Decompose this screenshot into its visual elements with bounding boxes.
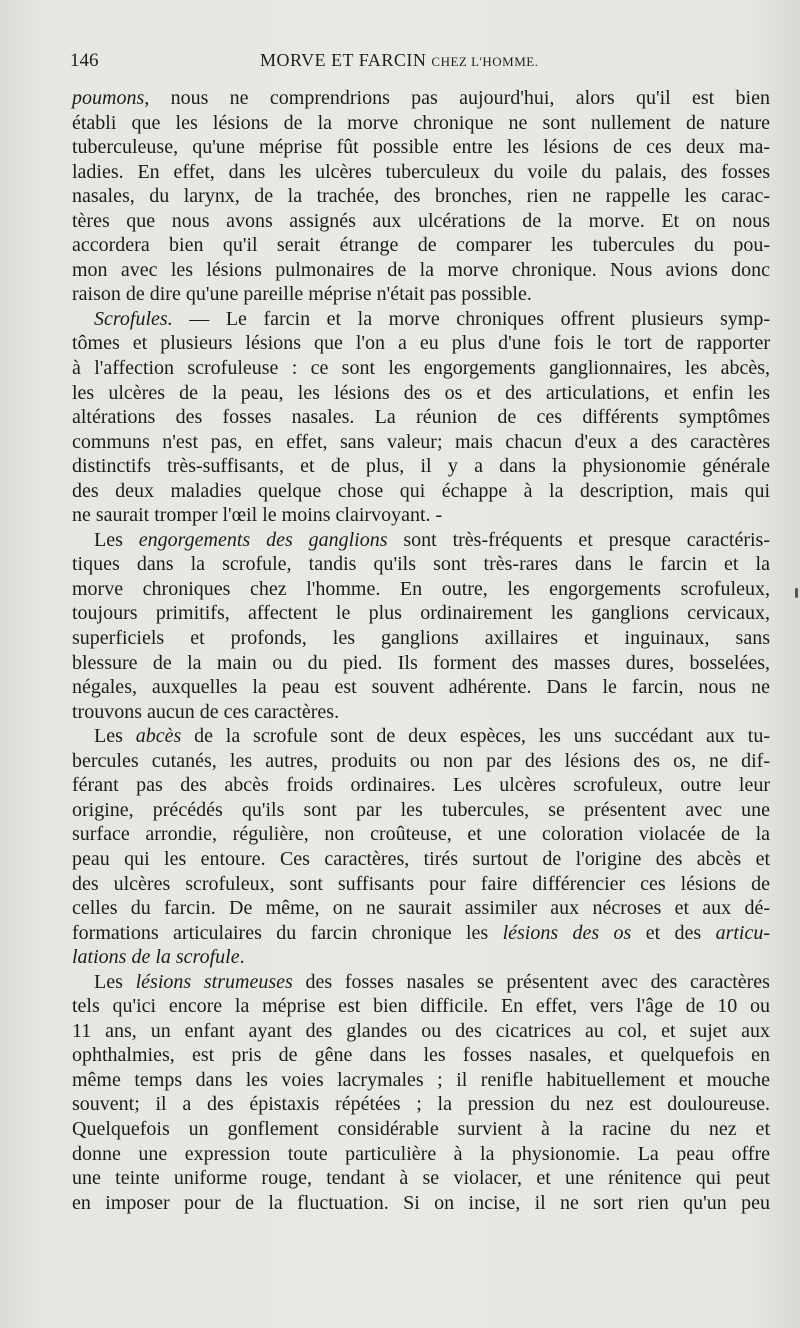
- italic-text: abcès: [135, 725, 182, 748]
- text-run: et des: [631, 921, 716, 944]
- text-run: de la scrofule sont de deux espèces, les uns succédant aux tu-: [181, 725, 770, 748]
- text-line: [72, 1166, 770, 1191]
- text-line: [72, 1043, 770, 1068]
- text-run: établi que les lésions de la morve chronique ne sont nullement de nature: [72, 111, 770, 134]
- text-run: toujours primitifs, affectent le plus ordinairement les ganglions cervicaux,: [72, 602, 770, 625]
- text-run: souvent; il a des épistaxis répétées ; la pression du nez est douloureuse.: [72, 1093, 770, 1116]
- text-run: sont très-fréquents et presque caractéris-: [387, 528, 770, 551]
- text-line: [72, 356, 770, 381]
- text-run: même temps dans les voies lacrymales ; il renifle habituellement et mouche: [72, 1068, 770, 1091]
- text-run: altérations des fosses nasales. La réunion de ces différents symptômes: [72, 406, 770, 429]
- text-run: ne saurait tromper l'œil le moins clairvoyant. -: [72, 504, 443, 527]
- running-title: [260, 50, 538, 71]
- text-run: ophthalmies, est pris de gêne dans les fosses nasales, et quelquefois en: [72, 1044, 770, 1067]
- text-line: [72, 1019, 770, 1044]
- text-run: 11 ans, un enfant ayant des glandes ou des cicatrices au col, et sujet aux: [72, 1019, 770, 1042]
- text-run: blessure de la main ou du pied. Ils forment des masses dures, bosselées,: [72, 651, 770, 674]
- text-line: [72, 847, 770, 872]
- text-line: [72, 1068, 770, 1093]
- text-line: [72, 896, 770, 921]
- text-line: [72, 307, 770, 332]
- text-line: [72, 209, 770, 234]
- text-run: mon avec les lésions pulmonaires de la morve chronique. Nous avions donc: [72, 258, 770, 281]
- text-run: en imposer pour de la fluctuation. Si on incise, il ne sort rien qu'un peu: [72, 1191, 770, 1214]
- text-line: [72, 970, 770, 995]
- italic-text: lésions strumeuses: [135, 970, 293, 993]
- text-line: [72, 945, 770, 970]
- text-line: [72, 749, 770, 774]
- text-line: [72, 552, 770, 577]
- text-line: [72, 1117, 770, 1142]
- text-run: formations articulaires du farcin chronique les: [72, 921, 503, 944]
- text-run: tuberculeuse, qu'une méprise fût possible entre les lésions de ces deux ma-: [72, 136, 770, 159]
- page-number: 146: [70, 50, 99, 71]
- text-run: — Le farcin et la morve chroniques offrent plusieurs symp-: [172, 307, 770, 330]
- text-line: [72, 1142, 770, 1167]
- text-run: trouvons aucun de ces caractères.: [72, 700, 340, 723]
- text-run: tels qu'ici encore la méprise est bien difficile. En effet, vers l'âge de 10 ou: [72, 995, 770, 1018]
- text-line: [72, 822, 770, 847]
- text-line: [72, 994, 770, 1019]
- text-run: les ulcères de la peau, les lésions des os et des articulations, et enfin les: [72, 381, 770, 404]
- text-line: [72, 798, 770, 823]
- text-line: [72, 258, 770, 283]
- running-header: [70, 50, 770, 76]
- text-line: [72, 724, 770, 749]
- text-run: des deux maladies quelque chose qui échappe à la description, mais qui: [72, 479, 770, 502]
- text-run: Les: [94, 970, 136, 993]
- text-line: [72, 651, 770, 676]
- text-run: .: [239, 946, 245, 969]
- page-edge-mark: [795, 588, 798, 598]
- text-run: tômes et plusieurs lésions que l'on a eu plus d'une fois le tort de rapporter: [72, 332, 770, 355]
- text-run: peau qui les entoure. Ces caractères, tirés surtout de l'origine des abcès et: [72, 847, 770, 870]
- text-run: à l'affection scrofuleuse : ce sont les engorgements ganglionnaires, les abcès,: [72, 357, 770, 380]
- text-run: , nous ne comprendrions pas aujourd'hui, alors qu'il est bien: [144, 87, 770, 109]
- text-line: [72, 331, 770, 356]
- text-line: [72, 405, 770, 430]
- text-run: superficiels et profonds, les ganglions axillaires et inguinaux, sans: [72, 627, 770, 650]
- italic-text: lations de la scrofule: [72, 946, 240, 969]
- text-run: raison de dire qu'une pareille méprise n'était pas possible.: [72, 283, 532, 306]
- text-run: négales, auxquelles la peau est souvent adhérente. Dans le farcin, nous ne: [72, 676, 770, 699]
- text-line: [72, 135, 770, 160]
- text-run: nasales, du larynx, de la trachée, des bronches, rien ne rappelle les carac-: [72, 185, 770, 208]
- text-run: tères que nous avons assignés aux ulcérations de la morve. Et on nous: [72, 209, 770, 232]
- text-line: [72, 86, 770, 111]
- text-run: bercules cutanés, les autres, produits ou non par des lésions des os, ne dif-: [72, 749, 770, 772]
- text-run: accordera bien qu'il serait étrange de comparer les tubercules du pou-: [72, 234, 770, 257]
- text-line: [72, 160, 770, 185]
- text-run: des ulcères scrofuleux, sont suffisants pour faire différencier ces lésions de: [72, 872, 770, 895]
- text-line: [72, 872, 770, 897]
- text-run: une teinte uniforme rouge, tendant à se violacer, et une rénitence qui peut: [72, 1167, 770, 1190]
- text-run: ladies. En effet, dans les ulcères tuberculeux du voile du palais, des fosses: [72, 160, 770, 183]
- text-run: distinctifs très-suffisants, et de plus, il y a dans la physionomie générale: [72, 455, 770, 478]
- text-line: [72, 601, 770, 626]
- italic-text: Scrofules.: [94, 307, 173, 330]
- text-line: [72, 577, 770, 602]
- text-line: [72, 1191, 770, 1216]
- text-line: [72, 626, 770, 651]
- body-text: [72, 86, 770, 1215]
- text-run: Quelquefois un gonflement considérable survient à la racine du nez et: [72, 1117, 770, 1140]
- text-run: des fosses nasales se présentent avec des caractères: [292, 970, 770, 993]
- text-line: [72, 528, 770, 553]
- italic-text: engorgements des ganglions: [138, 528, 388, 551]
- text-run: Les: [94, 725, 136, 748]
- text-line: [72, 184, 770, 209]
- text-run: communs n'est pas, en effet, sans valeur; mais chacun d'eux a des caractères: [72, 430, 770, 453]
- text-line: [72, 430, 770, 455]
- text-line: [72, 454, 770, 479]
- text-line: [72, 479, 770, 504]
- text-line: [72, 282, 770, 307]
- running-title-main: MORVE ET FARCIN: [260, 50, 427, 70]
- text-line: [72, 773, 770, 798]
- text-run: celles du farcin. De même, on ne saurait assimiler aux nécroses et aux dé-: [72, 897, 770, 920]
- text-run: férant pas des abcès froids ordinaires. Les ulcères scrofuleux, outre leur: [72, 774, 770, 797]
- text-run: morve chroniques chez l'homme. En outre, les engorgements scrofuleux,: [72, 577, 770, 600]
- italic-text: lésions des os: [502, 921, 632, 944]
- text-line: [72, 233, 770, 258]
- italic-text: articu-: [715, 921, 771, 944]
- text-run: Les: [94, 528, 139, 551]
- text-run: origine, précédés qu'ils sont par les tubercules, se présentent avec une: [72, 798, 770, 821]
- text-run: surface arrondie, régulière, non croûteuse, et une coloration violacée de la: [72, 823, 770, 846]
- text-line: [72, 675, 770, 700]
- text-line: [72, 111, 770, 136]
- text-run: donne une expression toute particulière à la physionomie. La peau offre: [72, 1142, 770, 1165]
- text-line: [72, 700, 770, 725]
- text-line: [72, 503, 770, 528]
- text-line: [72, 381, 770, 406]
- text-run: tiques dans la scrofule, tandis qu'ils sont très-rares dans le farcin et la: [72, 553, 770, 576]
- text-line: [72, 921, 770, 946]
- running-title-small: CHEZ L'HOMME.: [431, 54, 539, 69]
- text-line: [72, 1092, 770, 1117]
- italic-text: poumons: [72, 87, 145, 109]
